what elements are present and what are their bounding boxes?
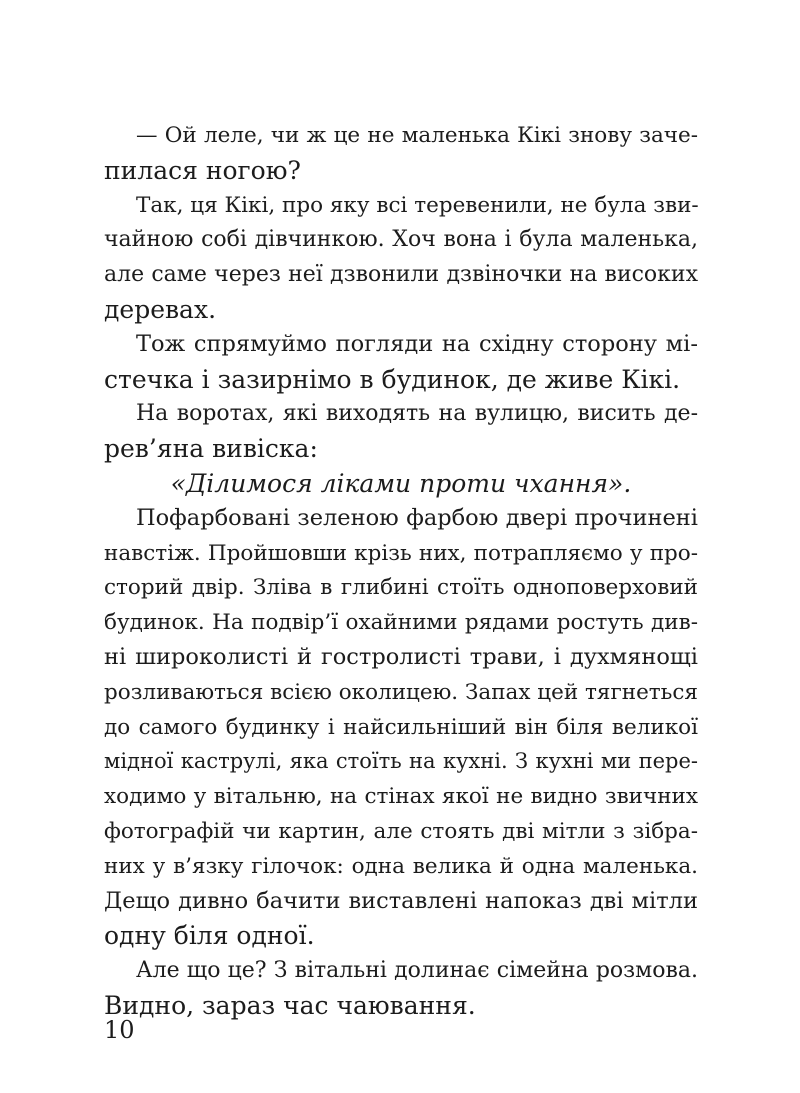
text-line: них у в’язку гілочок: одна велика й одна маленька. (104, 853, 698, 879)
text-line: будинок. На подвір’ї охайними рядами ростуть див- (104, 610, 698, 636)
text-line: На воротах, які виходять на вулицю, висить де- (136, 401, 698, 427)
text-line: Дещо дивно бачити виставлені напоказ дві мітли (104, 887, 698, 914)
text-line: пилася ногою? (104, 155, 301, 185)
text-line: Так, ця Кікі, про яку всі теревенили, не була зви- (136, 192, 699, 218)
text-line: до самого будинку і найсильніший він біля великої (104, 714, 698, 740)
text-line: стечка і зазирнімо в будинок, де живе Кікі. (104, 364, 681, 394)
sign-quote: «Ділимося ліками проти чхання». (170, 469, 632, 498)
text-line: Але що це? З вітальні долинає сімейна розмова. (136, 958, 698, 984)
text-line: розливаються всією околицею. Запах цей тягнеться (104, 679, 698, 705)
text-line: — Ой леле, чи ж це не маленька Кікі знову заче- (136, 123, 698, 148)
text-line: але саме через неї дзвонили дзвіночки на високих (104, 262, 698, 288)
text-line: ходимо у вітальню, на стінах якої не видно звичних (104, 784, 698, 810)
text-line: сторий двір. Зліва в глибині стоїть одноповерховий (104, 575, 698, 601)
text-line: деревах. (104, 295, 217, 324)
text-line: Пофарбовані зеленою фарбою двері прочинені (136, 504, 698, 531)
text-line: навстіж. Пройшовши крізь них, потрапляємо у про- (104, 540, 698, 566)
text-line: фотографій чи картин, але стоять дві мітли з зібра- (104, 819, 698, 844)
text-line: Тож спрямуймо погляди на східну сторону мі- (136, 330, 698, 357)
text-line: рев’яна вивіска: (104, 434, 318, 464)
page-number: 10 (104, 1016, 135, 1044)
text-line: Видно, зараз час чаювання. (104, 991, 476, 1020)
text-line: мідної каструлі, яка стоїть на кухні. З кухні ми пере- (104, 749, 698, 774)
text-line: чайною собі дівчинкою. Хоч вона і була маленька, (104, 227, 698, 253)
text-line: ні широколисті й гостролисті трави, і духмянощі (104, 644, 698, 670)
text-line: одну біля одної. (104, 921, 315, 951)
